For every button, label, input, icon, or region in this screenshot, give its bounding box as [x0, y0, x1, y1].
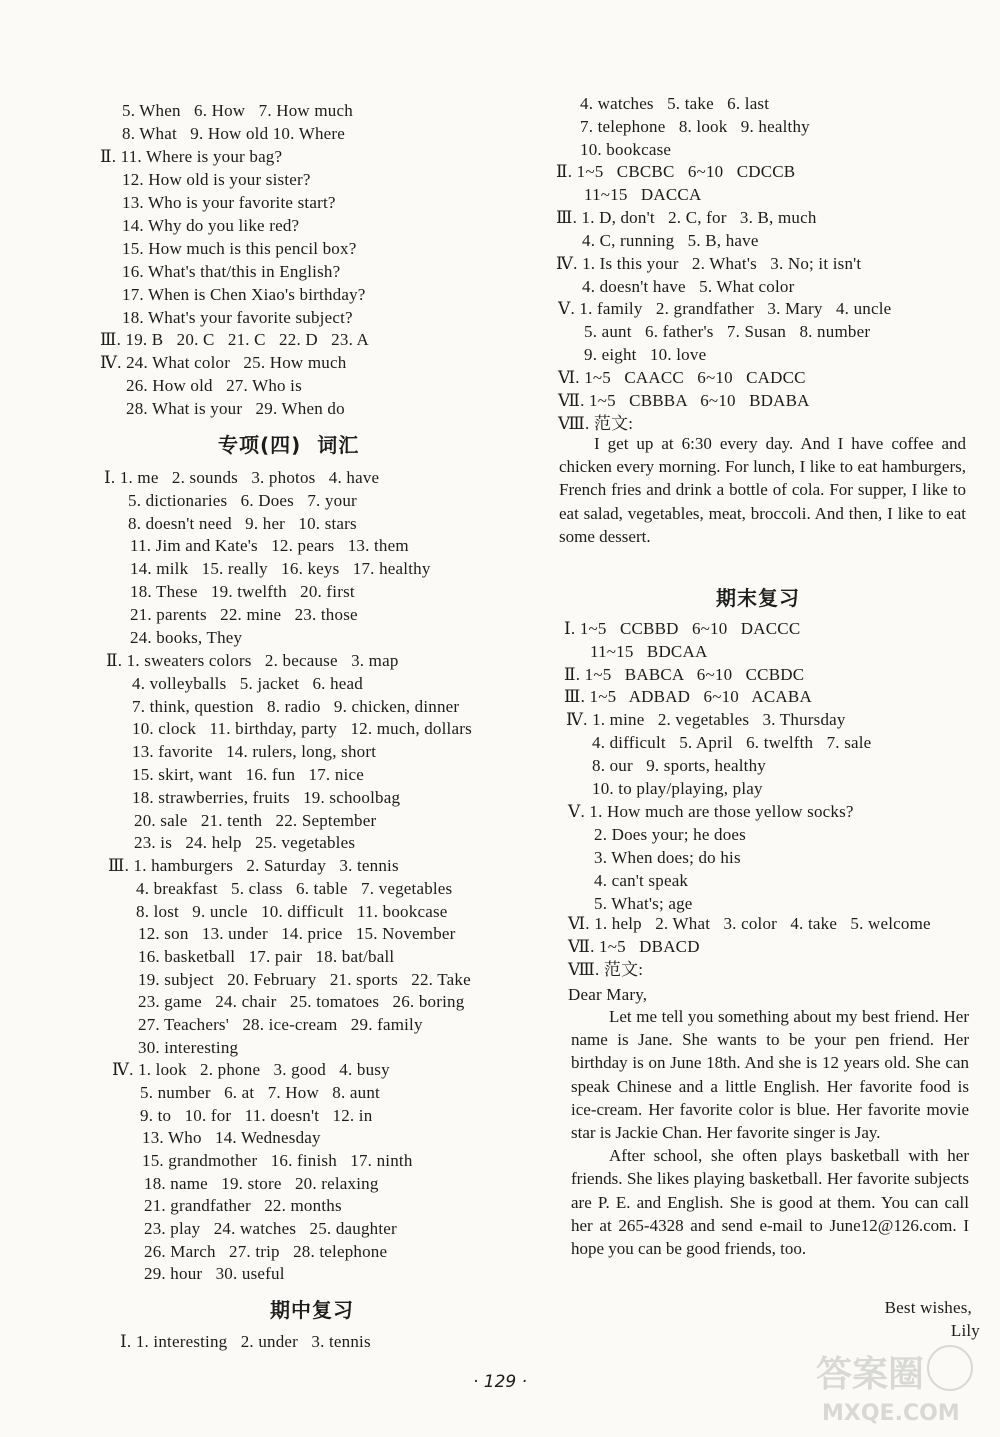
answer-line: 19. subject 20. February 21. sports 22. Take: [138, 970, 471, 989]
answer-line: Ⅲ. 1. D, don't 2. C, for 3. B, much: [556, 208, 817, 227]
answer-line: 26. March 27. trip 28. telephone: [144, 1242, 388, 1261]
answer-line: 21. parents 22. mine 23. those: [130, 605, 358, 624]
answer-line: Ⅱ. 1~5 BABCA 6~10 CCBDC: [564, 665, 805, 684]
answer-line: 7. think, question 8. radio 9. chicken, dinner: [132, 697, 460, 716]
answer-line: Ⅷ. 范文:: [558, 414, 634, 433]
answer-line: 11~15 DACCA: [584, 185, 702, 204]
answer-line: 18. strawberries, fruits 19. schoolbag: [132, 788, 401, 807]
essay-paragraph: Let me tell you something about my best friend. Her name is Jane. She wants to be your pen friend. Her birthday is on June 18th. And she is 12 years old. She can speak Chinese and a little English. Her favorite food is ice-cream. Her favorite color is blue. Her favorite movie star is Jackie Chan. Her favorite singer is Jay.: [571, 1007, 969, 1143]
watermark-url: MXQE.COM: [822, 1401, 960, 1426]
answer-line: 12. son 13. under 14. price 15. November: [138, 924, 456, 943]
answer-line: 23. game 24. chair 25. tomatoes 26. boring: [138, 992, 465, 1011]
answer-line: Ⅳ. 1. look 2. phone 3. good 4. busy: [112, 1060, 390, 1079]
section-heading: 期末复习: [716, 586, 800, 610]
answer-line: 12. How old is your sister?: [122, 170, 311, 189]
answer-line: Ⅱ. 1. sweaters colors 2. because 3. map: [106, 651, 399, 670]
answer-line: 8. our 9. sports, healthy: [592, 756, 766, 775]
answer-line: 2. Does your; he does: [594, 825, 746, 844]
answer-line: 11~15 BDCAA: [590, 642, 708, 661]
answer-line: Ⅳ. 1. Is this your 2. What's 3. No; it isn't: [556, 254, 862, 273]
answer-line: 23. is 24. help 25. vegetables: [134, 833, 356, 852]
answer-line: 15. How much is this pencil box?: [122, 239, 357, 258]
answer-line: 13. favorite 14. rulers, long, short: [132, 742, 377, 761]
answer-line: 4. volleyballs 5. jacket 6. head: [132, 674, 363, 693]
answer-line: 16. basketball 17. pair 18. bat/ball: [138, 947, 395, 966]
answer-line: Ⅴ. 1. How much are those yellow socks?: [568, 802, 854, 821]
answer-line: 29. hour 30. useful: [144, 1264, 285, 1283]
answer-line: 4. watches 5. take 6. last: [580, 94, 770, 113]
answer-line: Ⅳ. 24. What color 25. How much: [100, 353, 347, 372]
answer-line: 17. When is Chen Xiao's birthday?: [122, 285, 366, 304]
answer-line: Ⅵ. 1~5 CAACC 6~10 CADCC: [558, 368, 806, 387]
answer-line: 13. Who is your favorite start?: [122, 193, 336, 212]
answer-line: 5. What's; age: [594, 894, 693, 913]
answer-line: 15. grandmother 16. finish 17. ninth: [142, 1151, 413, 1170]
answer-line: Ⅰ. 1~5 CCBBD 6~10 DACCC: [564, 619, 801, 638]
answer-line: 7. telephone 8. look 9. healthy: [580, 117, 810, 136]
answer-line: 21. grandfather 22. months: [144, 1196, 342, 1215]
answer-line: 20. sale 21. tenth 22. September: [134, 811, 377, 830]
answer-line: 10. clock 11. birthday, party 12. much, dollars: [132, 719, 472, 738]
answer-line: 5. number 6. at 7. How 8. aunt: [140, 1083, 380, 1102]
answer-line: 18. These 19. twelfth 20. first: [130, 582, 355, 601]
answer-line: 8. What 9. How old 10. Where: [122, 124, 346, 143]
model-essay-2: [571, 1005, 969, 1260]
answer-line: 30. interesting: [138, 1038, 239, 1057]
answer-line: Ⅷ. 范文:: [568, 960, 644, 979]
answer-line: Ⅱ. 1~5 CBCBC 6~10 CDCCB: [556, 162, 796, 181]
answer-line: 3. When does; do his: [594, 848, 741, 867]
answer-line: Ⅰ. 1. me 2. sounds 3. photos 4. have: [104, 468, 380, 487]
answer-line: 5. dictionaries 6. Does 7. your: [128, 491, 357, 510]
answer-line: 4. breakfast 5. class 6. table 7. vegetables: [136, 879, 453, 898]
letter-signature: Lily: [950, 1321, 980, 1340]
answer-line: 10. to play/playing, play: [592, 779, 763, 798]
answer-line: 26. How old 27. Who is: [126, 376, 302, 395]
answer-line: 16. What's that/this in English?: [122, 262, 341, 281]
answer-line: 14. Why do you like red?: [122, 216, 300, 235]
answer-line: Ⅴ. 1. family 2. grandfather 3. Mary 4. uncle: [558, 299, 892, 318]
answer-line: 24. books, They: [130, 628, 243, 647]
section-heading: 期中复习: [270, 1298, 354, 1322]
watermark-logo-icon: [808, 1340, 978, 1426]
answer-line: 10. bookcase: [580, 140, 672, 159]
answer-line: Ⅰ. 1. interesting 2. under 3. tennis: [120, 1332, 371, 1351]
answer-line: Ⅳ. 1. mine 2. vegetables 3. Thursday: [566, 710, 846, 729]
answer-line: 9. to 10. for 11. doesn't 12. in: [140, 1106, 373, 1125]
answer-line: Ⅶ. 1~5 DBACD: [568, 937, 700, 956]
answer-line: Ⅵ. 1. help 2. What 3. color 4. take 5. welcome: [568, 914, 931, 933]
answer-line: Ⅲ. 1~5 ADBAD 6~10 ACABA: [564, 687, 812, 706]
answer-line: 4. doesn't have 5. What color: [582, 277, 795, 296]
answer-line: 8. lost 9. uncle 10. difficult 11. bookcase: [136, 902, 448, 921]
answer-line: 14. milk 15. really 16. keys 17. healthy: [130, 559, 431, 578]
answer-line: 4. can't speak: [594, 871, 689, 890]
answer-line: 28. What is your 29. When do: [126, 399, 345, 418]
answer-line: 11. Jim and Kate's 12. pears 13. them: [130, 536, 409, 555]
page-number: · 129 ·: [472, 1372, 528, 1392]
answer-line: Ⅲ. 19. B 20. C 21. C 22. D 23. A: [100, 330, 370, 349]
letter-closing: Best wishes,: [884, 1298, 972, 1317]
answer-line: 8. doesn't need 9. her 10. stars: [128, 514, 357, 533]
essay-paragraph: After school, she often plays basketball with her friends. She likes playing basketball. Her favorite subjects are P. E. and English. She is good at them. You can call her at 265-4328 and send e-mail to June12@126.com. I hope you can be good friends, too.: [571, 1146, 969, 1259]
model-essay-1: I get up at 6:30 every day. And I have coffee and chicken every morning. For lunch, I like to eat hamburgers, French fries and drink a bottle of cola. For supper, I like to eat salad, vegetables, meat, broccoli. And then, I like to eat some dessert.: [559, 434, 966, 546]
answer-line: 13. Who 14. Wednesday: [142, 1128, 321, 1147]
answer-line: 15. skirt, want 16. fun 17. nice: [132, 765, 364, 784]
answer-line: 5. When 6. How 7. How much: [122, 101, 353, 120]
answer-line: 5. aunt 6. father's 7. Susan 8. number: [584, 322, 871, 341]
section-heading: 专项(四) 词汇: [218, 433, 360, 457]
answer-line: 18. What's your favorite subject?: [122, 308, 353, 327]
answer-line: Ⅶ. 1~5 CBBBA 6~10 BDABA: [558, 391, 810, 410]
answer-line: Ⅱ. 11. Where is your bag?: [100, 147, 283, 166]
answer-line: Ⅲ. 1. hamburgers 2. Saturday 3. tennis: [108, 856, 399, 875]
answer-line: 18. name 19. store 20. relaxing: [144, 1174, 379, 1193]
watermark-text: 答案圈: [816, 1354, 925, 1395]
answer-line: 23. play 24. watches 25. daughter: [144, 1219, 397, 1238]
letter-salutation: Dear Mary,: [568, 985, 648, 1004]
answer-line: 27. Teachers' 28. ice-cream 29. family: [138, 1015, 423, 1034]
answer-line: 9. eight 10. love: [584, 345, 707, 364]
answer-line: 4. difficult 5. April 6. twelfth 7. sale: [592, 733, 872, 752]
answer-line: 4. C, running 5. B, have: [582, 231, 759, 250]
